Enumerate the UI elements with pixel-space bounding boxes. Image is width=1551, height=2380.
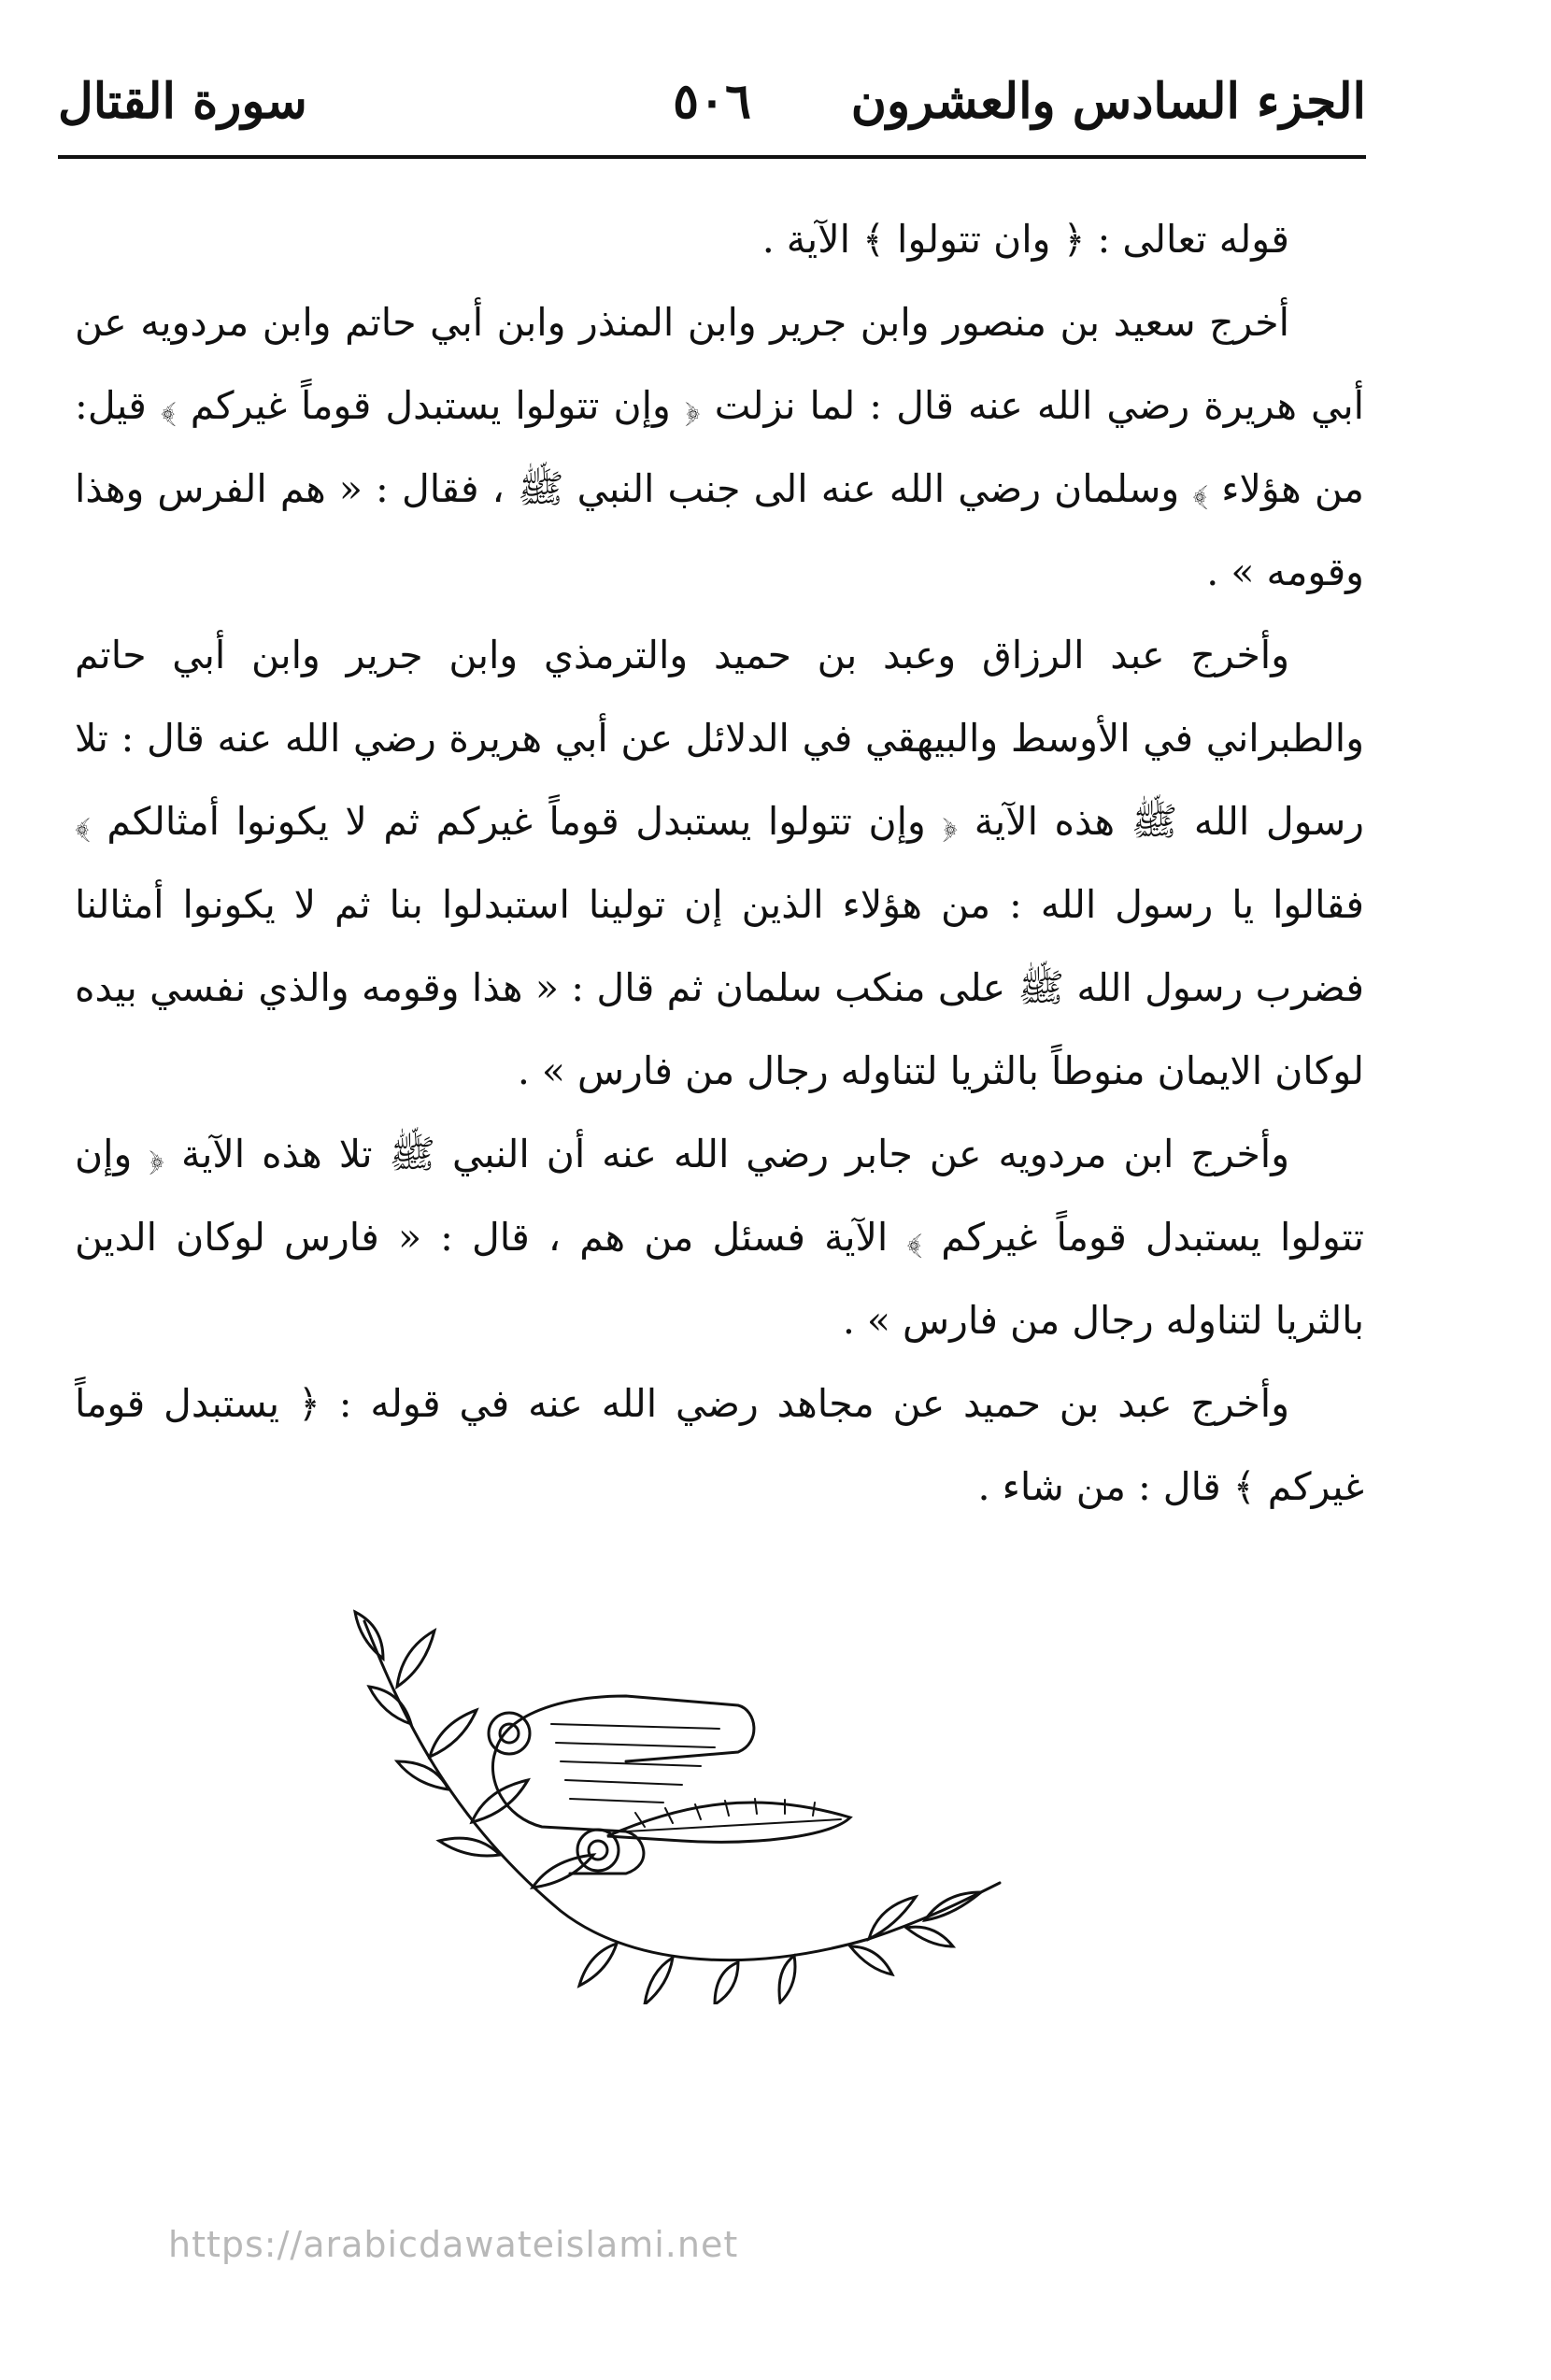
paragraph: قوله تعالى : ﴿ وان تتولوا ﴾ الآية . xyxy=(761,217,1289,262)
surah-title: سورة القتال xyxy=(58,73,307,130)
header-rule xyxy=(58,155,1366,159)
page-number: ٥٠٦ xyxy=(673,73,751,130)
page-header xyxy=(58,73,1366,148)
scroll-quill-laurel-ornament-icon xyxy=(346,1603,1056,2004)
paragraph: أخرج سعيد بن منصور وابن جرير وابن المنذر وابن أبي حاتم وابن مردويه عن أبي هريرة رضي الله عنه قال : لما نزلت ﴿ وإن تتولوا يستبدل قوماً غيركم ﴾ قيل: من هؤلاء ﴾ وسلمان رضي الله عنه الى جنب النبي ﷺ ، فقال : « هم الفرس وهذا وقومه » . xyxy=(75,300,1364,594)
watermark-url: https://arabicdawateislami.net xyxy=(168,2224,739,2265)
paragraph: وأخرج عبد الرزاق وعبد بن حميد والترمذي وابن جرير وابن أبي حاتم والطبراني في الأوسط والبيهقي في الدلائل عن أبي هريرة رضي الله عنه قال : تلا رسول الله ﷺ هذه الآية ﴿ وإن تتولوا يستبدل قوماً غيركم ثم لا يكونوا أمثالكم ﴾ فقالوا يا رسول الله : من هؤلاء الذين إن تولينا استبدلوا بنا ثم لا يكونوا أمثالنا فضرب رسول الله ﷺ على منكب سلمان ثم قال : « هذا وقومه والذي نفسي بيده لوكان الايمان منوطاً بالثريا لتناوله رجال من فارس » . xyxy=(75,633,1364,1093)
part-title: الجزء السادس والعشرون xyxy=(850,73,1366,130)
page-body xyxy=(75,198,1364,1529)
paragraph: وأخرج ابن مردويه عن جابر رضي الله عنه أن النبي ﷺ تلا هذه الآية ﴿ وإن تتولوا يستبدل قوماً غيركم ﴾ الآية فسئل من هم ، قال : « فارس لوكان الدين بالثريا لتناوله رجال من فارس » . xyxy=(75,1132,1364,1343)
paragraph: وأخرج عبد بن حميد عن مجاهد رضي الله عنه في قوله : ﴿ يستبدل قوماً غيركم ﴾ قال : من شاء . xyxy=(75,1381,1364,1509)
